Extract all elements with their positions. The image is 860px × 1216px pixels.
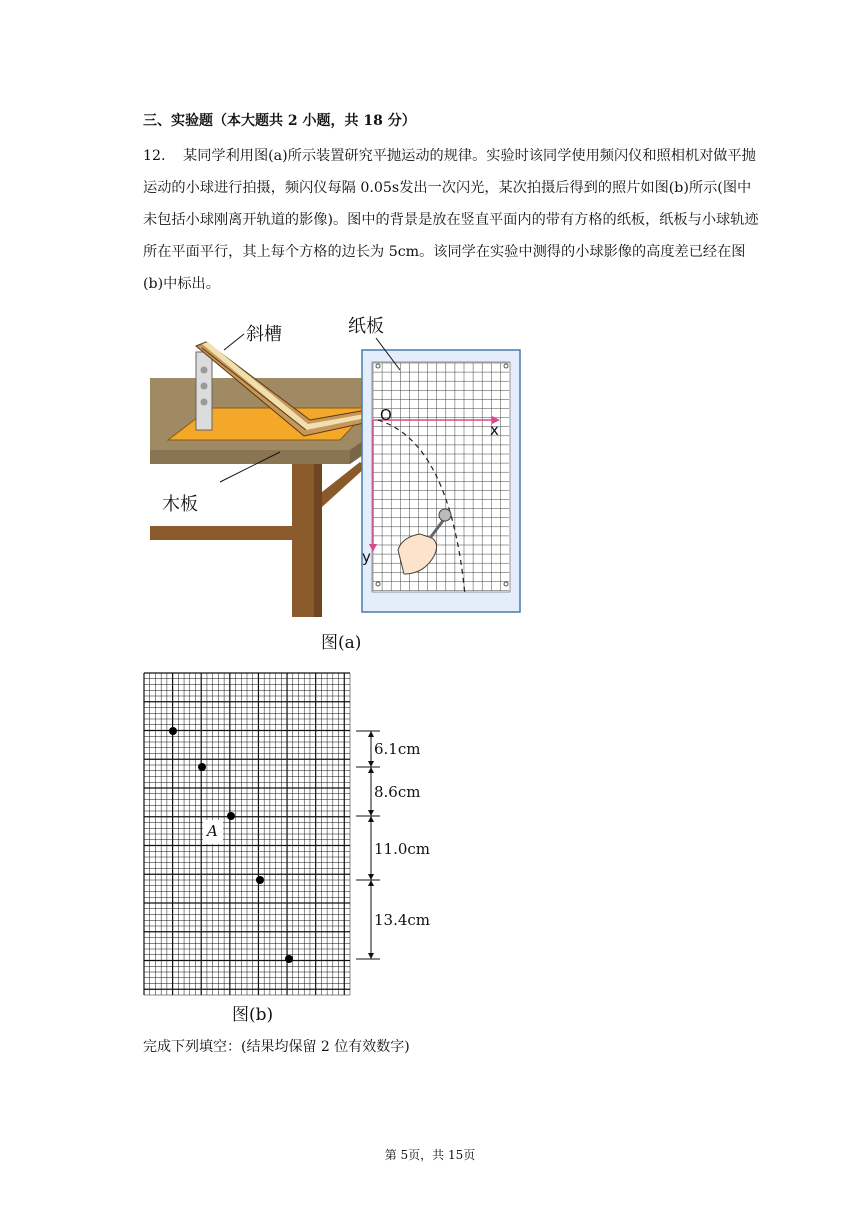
ball-image-4 [256, 876, 264, 884]
label-origin: O [380, 406, 392, 424]
section-title: 三、实验题（本大题共 2 小题，共 18 分） [143, 113, 416, 129]
figure-b-caption: 图(b) [232, 1005, 274, 1025]
label-y-axis: y [362, 548, 371, 566]
question-text: 某同学利用图(a)所示装置研究平抛运动的规律。实验时该同学使用频闪仪和照相机对做平抛运动的小球进行拍摄，频闪仪每隔 0.05s发出一次闪光，某次拍摄后得到的照片如图(b)所示(图中未包括小球刚离开轨道的影像)。图中的背景是放在竖直平面内的带有方格的纸板，纸板与小球轨迹所在平面平行，其上每个方格的边长为 5cm。该同学在实验中测得的小球影像的高度差已经在图(b)中标出。 [143, 148, 759, 292]
question-number: 12. [143, 148, 166, 164]
ball-image-5 [285, 955, 293, 963]
ball-image-2 [198, 763, 206, 771]
height-diff-1: 6.1cm [374, 740, 421, 758]
fine-grid [144, 673, 350, 995]
height-diff-4: 13.4cm [374, 911, 431, 929]
height-diff-3: 11.0cm [374, 840, 431, 858]
ball-image-3 [227, 812, 235, 820]
figure-a-caption: 图(a) [321, 633, 362, 653]
ball-image-1 [169, 727, 177, 735]
label-wood: 木板 [162, 494, 198, 515]
figure-a-apparatus [140, 312, 540, 627]
fill-instruction: 完成下列填空：(结果均保留 2 位有效数字) [143, 1039, 410, 1055]
page-footer: 第 5页，共 15页 [384, 1148, 476, 1162]
height-diff-2: 8.6cm [374, 783, 421, 801]
label-board: 纸板 [348, 316, 384, 337]
question-12 [143, 140, 763, 300]
point-a-label: A [207, 822, 218, 840]
label-chute: 斜槽 [246, 324, 282, 345]
figure-b-photo [140, 670, 440, 1000]
label-x-axis: x [490, 421, 499, 439]
